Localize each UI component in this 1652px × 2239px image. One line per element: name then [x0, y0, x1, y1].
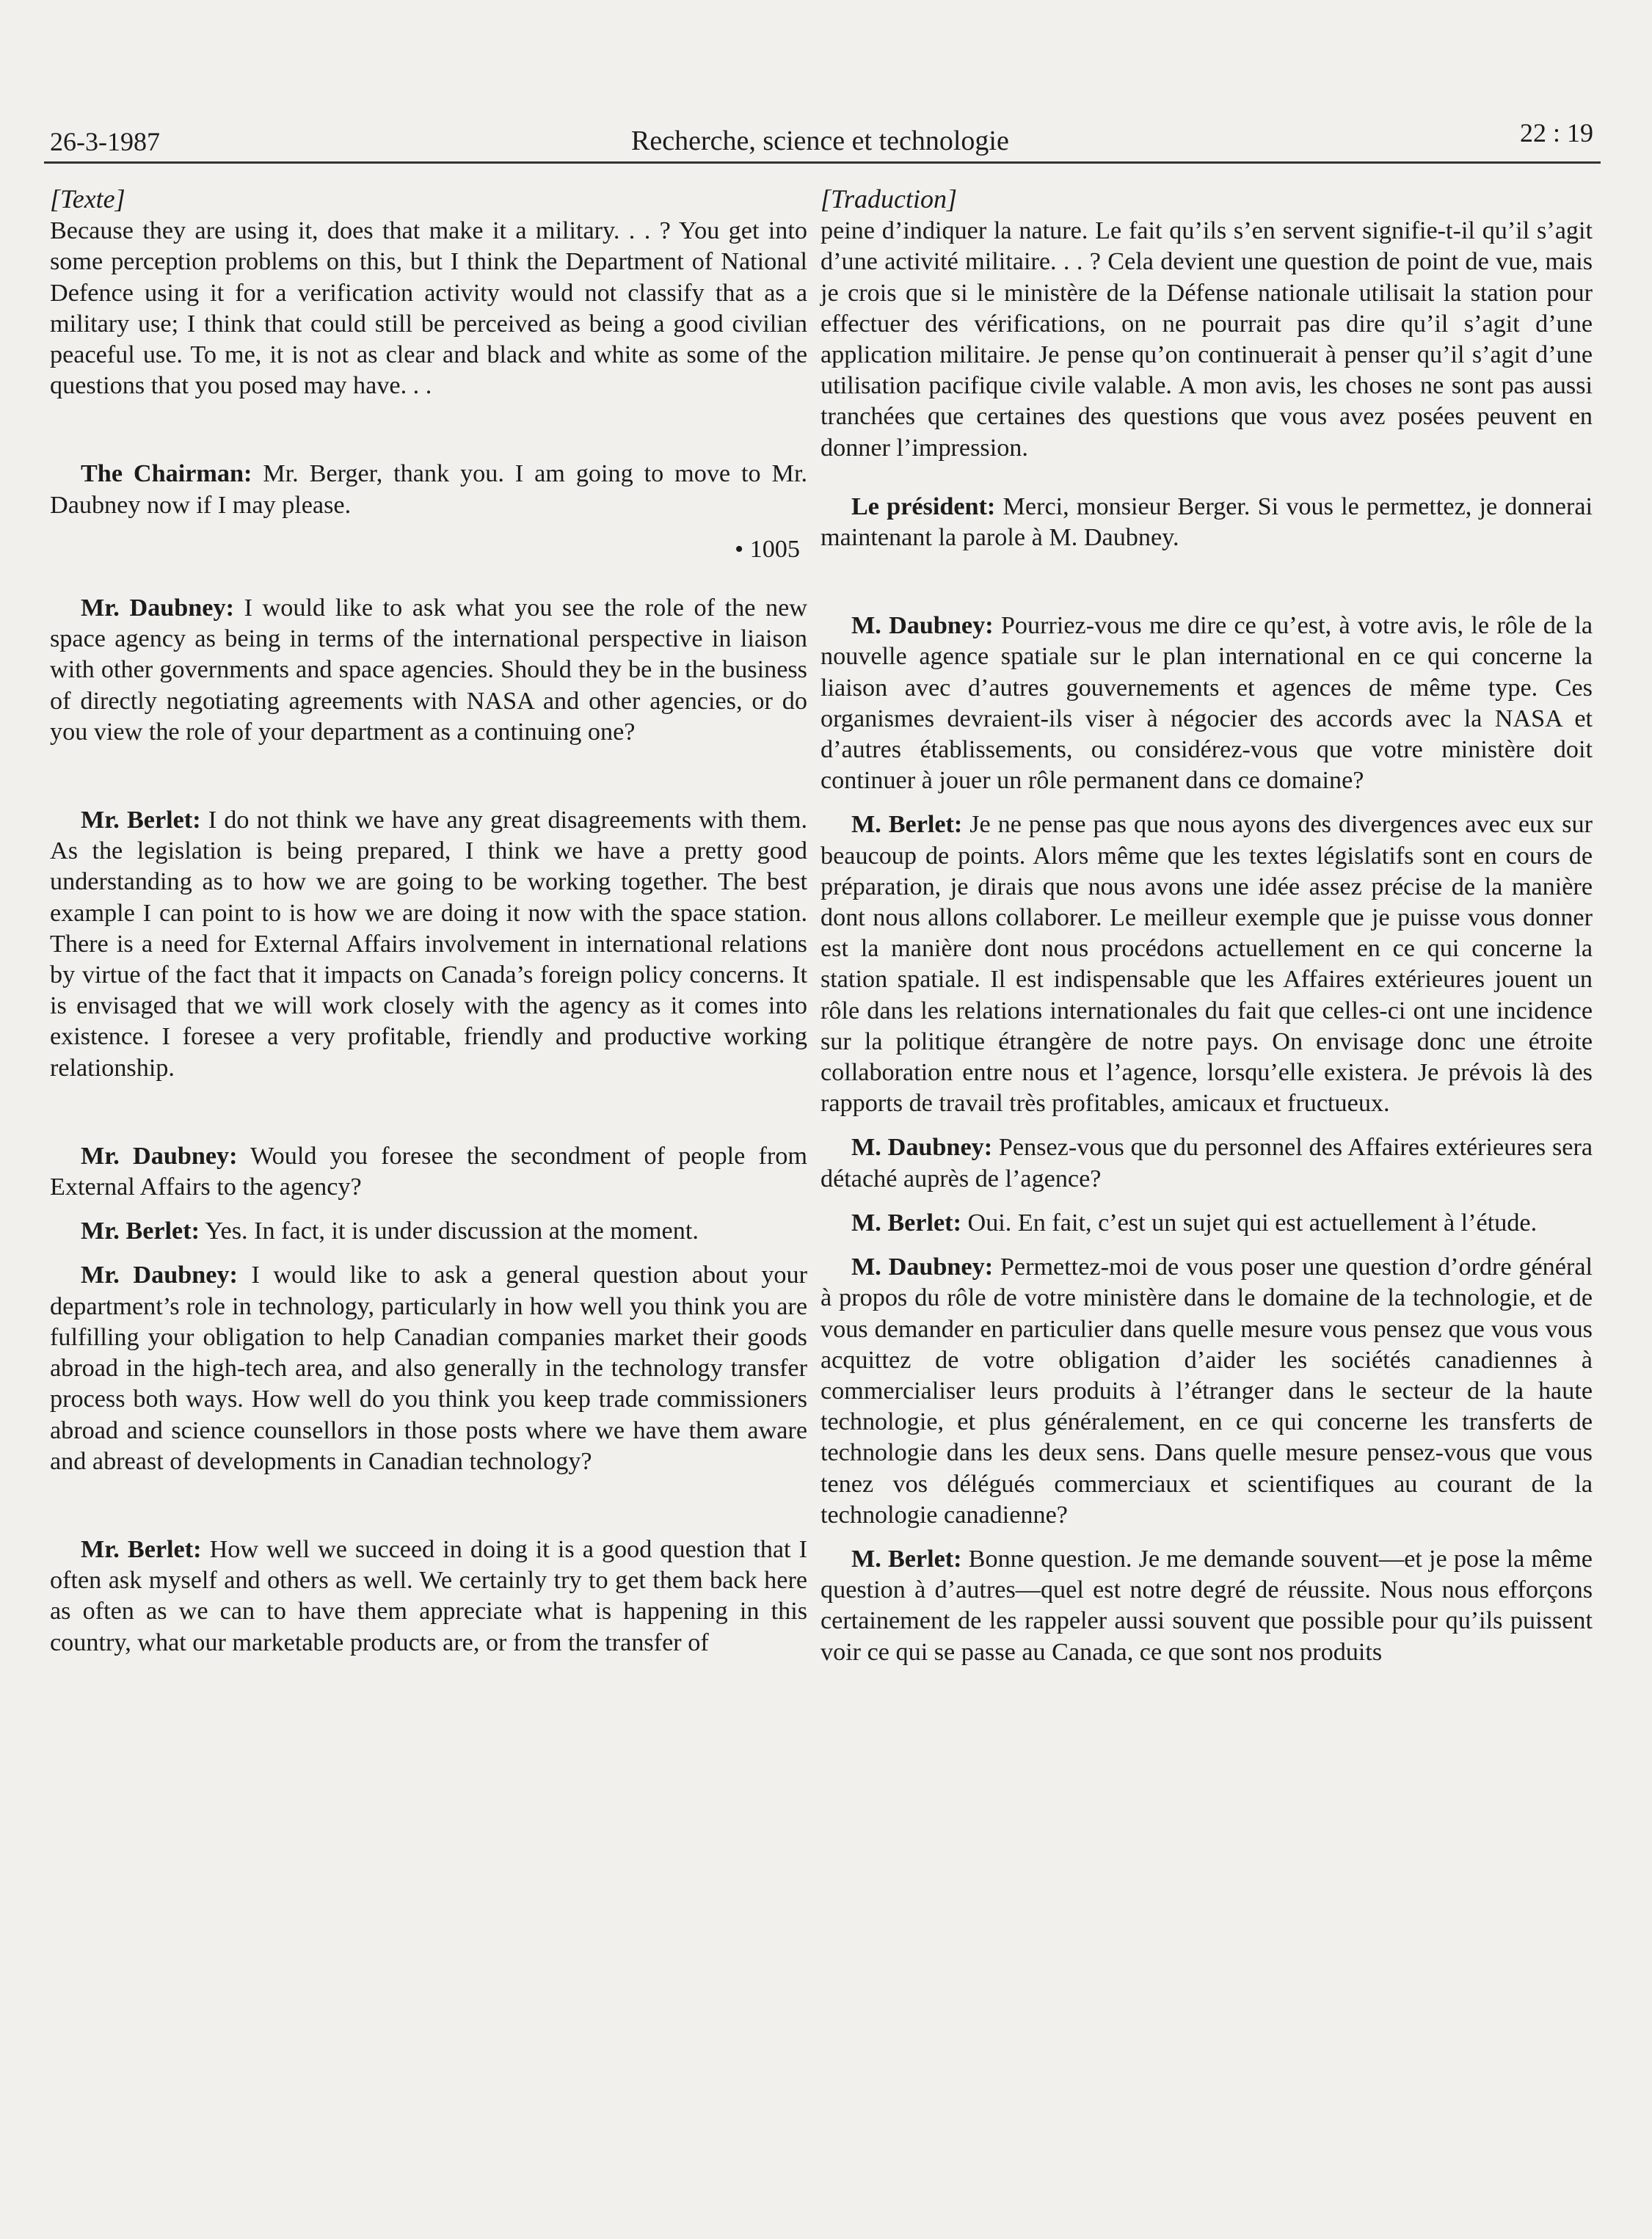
- speech-text: Permettez-moi de vous poser une question d’ordre général à propos du rôle de votre ministère dans le domaine de la technologie, et de vous demander en particulier dans quelle mesure vous pensez que vous vous acquittez de votre obligation d’aider les sociétés canadiennes à commercialiser leurs produits à l’étranger dans le secteur de la haute technologie, et plus généralement, en ce qui concerne les transferts de technologie dans les deux sens. Dans quelle mesure pensez-vous que vous tenez vos délégués commerciaux et scientifiques au courant de la technologie canadienne?: [820, 1253, 1593, 1529]
- header-title: Recherche, science et technologie: [631, 125, 1009, 156]
- speaker-name: M. Daubney:: [851, 1253, 994, 1281]
- speaker-name: Mr. Daubney:: [81, 594, 234, 622]
- paragraph: [820, 611, 1593, 796]
- speaker-name: M. Berlet:: [851, 1209, 961, 1237]
- speech-text: Pensez-vous que du personnel des Affaires extérieures sera détaché auprès de l’agence?: [820, 1134, 1593, 1193]
- speech-text: Merci, monsieur Berger. Si vous le permettez, je donnerai maintenant la parole à M. Daubney.: [820, 492, 1593, 552]
- speech-text: Would you foresee the secondment of people from External Affairs to the agency?: [50, 1142, 807, 1201]
- language-tag: [Texte]: [50, 184, 125, 214]
- speech-text: I do not think we have any great disagreements with them. As the legislation is being prepared, I think we have a pretty good understanding as to how we are going to be working together. The best example I can point to is how we are doing it now with the space station. There is a need for External Affairs involvement in international relations by virtue of the fact that it impacts on Canada’s foreign policy concerns. It is envisaged that we will work closely with the agency as it comes into existence. I foresee a very profitable, friendly and productive working relationship.: [50, 807, 807, 1082]
- english-column: [50, 183, 807, 1659]
- paragraph: [820, 492, 1593, 553]
- speaker-name: M. Daubney:: [851, 1134, 993, 1162]
- speaker-name: M. Berlet:: [851, 811, 963, 839]
- speech-text: I would like to ask what you see the role of the new space agency as being in terms of the international perspective in liaison with other governments and space agencies. Should they be in the business of directly negotiating agreements with NASA and other agencies, or do you view the role of your department as a continuing one?: [50, 594, 807, 746]
- paragraph: [50, 805, 807, 1084]
- paragraph: Because they are using it, does that make it a military. . . ? You get into some perception problems on this, but I think the Department of National Defence using it for a verification activity would not classify that as a military use; I think that could still be perceived as being a good civilian peaceful use. To me, it is not as clear and black and white as some of the questions that you posed may have. . .: [50, 217, 807, 400]
- paragraph: [50, 593, 807, 748]
- speech-text: Oui. En fait, c’est un sujet qui est actuellement à l’étude.: [961, 1209, 1538, 1237]
- speech-text: Yes. In fact, it is under discussion at the moment.: [200, 1217, 699, 1245]
- speaker-name: M. Daubney:: [851, 612, 994, 640]
- header-date: 26-3-1987: [50, 127, 160, 156]
- page-header: [44, 117, 1601, 164]
- header-page-number: 22 : 19: [1519, 118, 1593, 148]
- speaker-name: Mr. Berlet:: [81, 1535, 202, 1563]
- paragraph: [820, 809, 1593, 1119]
- paragraph: [50, 1260, 807, 1477]
- french-column: [820, 183, 1593, 1668]
- timestamp: • 1005: [735, 535, 800, 563]
- speaker-name: M. Berlet:: [851, 1545, 962, 1573]
- speech-text: I would like to ask a general question about your department’s role in technology, particularly in how well you think you are fulfilling your obligation to help Canadian companies market their goods abroad in the high-tech area, and also generally in the technology transfer process both ways. How well do you think you keep trade commissioners abroad and science counsellors in those posts where we have them aware and abreast of developments in Canadian technology?: [50, 1262, 807, 1475]
- speaker-name: Le président:: [851, 492, 996, 520]
- speech-text: How well we succeed in doing it is a good question that I often ask myself and others as well. We certainly try to get them back here as often as we can to have them appreciate what is happening in this country, what our marketable products are, or from the transfer of: [50, 1535, 807, 1656]
- speaker-name: Mr. Berlet:: [81, 1217, 200, 1245]
- paragraph: [50, 1141, 807, 1203]
- paragraph: [820, 1208, 1593, 1239]
- speaker-name: Mr. Berlet:: [81, 807, 201, 834]
- paragraph: [820, 1544, 1593, 1668]
- paragraph: [50, 459, 807, 520]
- speech-text: Je ne pense pas que nous ayons des divergences avec eux sur beaucoup de points. Alors même que les textes législatifs sont en cours de préparation, je dirais que nous avons une idée assez précise de la manière dont nous allons collaborer. Le meilleur exemple que je puisse vous donner est la manière dont nous procédons actuellement en ce qui concerne la station spatiale. Il est indispensable que les Affaires extérieures jouent un rôle dans les relations internationales du fait que celles-ci ont une incidence sur la politique étrangère de notre pays. On envisage donc une étroite collaboration entre nous et l’agence, lorsqu’elle existera. Je prévois là des rapports de travail très profitables, amicaux et fructueux.: [820, 811, 1593, 1118]
- paragraph: peine d’indiquer la nature. Le fait qu’ils s’en servent signifie-t-il qu’il s’agit d’une activité militaire. . . ? Cela devient une question de point de vue, mais je crois que si le ministère de la Défense nationale utilisait la station pour effectuer des vérifications, on ne pourrait pas dire qu’il s’agit d’une application militaire. Je pense qu’on continuerait à penser qu’il s’agit d’une utilisation pacifique civile valable. A mon avis, les choses ne sont pas aussi tranchées que certaines des questions que vous avez posées peuvent en donner l’impression.: [820, 217, 1593, 462]
- speaker-name: The Chairman:: [81, 460, 252, 488]
- paragraph: [820, 1132, 1593, 1194]
- paragraph: [50, 1216, 807, 1247]
- paragraph: [50, 1534, 807, 1659]
- speaker-name: Mr. Daubney:: [81, 1262, 238, 1289]
- speech-text: Bonne question. Je me demande souvent—et je pose la même question à d’autres—quel est notre degré de réussite. Nous nous efforçons certainement de les rappeler aussi souvent que possible pour qu’ils puissent voir ce qui se passe au Canada, ce que sont nos produits: [820, 1545, 1593, 1666]
- speaker-name: Mr. Daubney:: [81, 1142, 238, 1170]
- speech-text: Pourriez-vous me dire ce qu’est, à votre avis, le rôle de la nouvelle agence spatiale sur le plan international en ce qui concerne la liaison avec d’autres gouvernements et agences de même type. Ces organismes devraient-ils viser à négocier des accords avec la NASA et d’autres établissements, ou considérez-vous que votre ministère doit continuer à jouer un rôle permanent dans ce domaine?: [820, 612, 1593, 795]
- speech-text: Mr. Berger, thank you. I am going to move to Mr. Daubney now if I may please.: [50, 460, 807, 519]
- language-tag: [Traduction]: [820, 184, 958, 214]
- paragraph: [820, 1252, 1593, 1531]
